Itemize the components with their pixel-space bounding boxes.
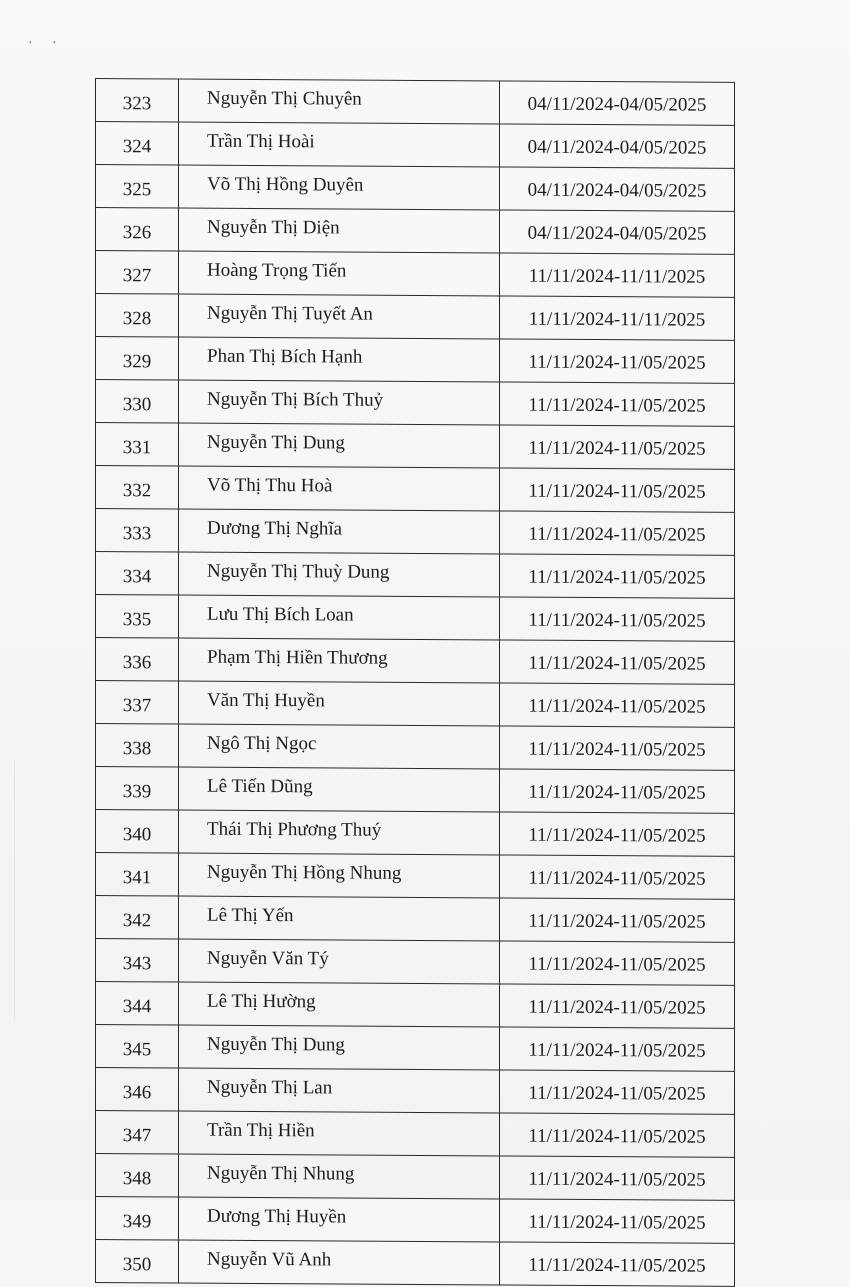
table-row bbox=[96, 509, 735, 556]
period-cell: 11/11/2024-11/05/2025 bbox=[500, 769, 735, 813]
period-cell: 11/11/2024-11/05/2025 bbox=[500, 554, 735, 598]
full-name-cell: Thái Thị Phương Thuý bbox=[179, 810, 500, 855]
full-name-cell: Nguyễn Thị Chuyên bbox=[179, 79, 500, 124]
full-name-cell: Nguyễn Văn Tý bbox=[179, 939, 500, 984]
period-cell: 11/11/2024-11/05/2025 bbox=[500, 984, 735, 1028]
full-name-cell: Phạm Thị Hiền Thương bbox=[179, 638, 500, 683]
row-number-cell: 325 bbox=[96, 165, 179, 209]
full-name-cell: Nguyễn Thị Nhung bbox=[179, 1154, 500, 1199]
row-number-cell: 338 bbox=[96, 724, 179, 768]
full-name-cell: Lê Thị Hường bbox=[179, 982, 500, 1027]
row-number-cell: 337 bbox=[96, 681, 179, 725]
full-name-cell: Trần Thị Hiền bbox=[179, 1111, 500, 1156]
full-name-cell: Phan Thị Bích Hạnh bbox=[179, 337, 500, 382]
table-row bbox=[96, 337, 735, 384]
period-cell: 11/11/2024-11/05/2025 bbox=[500, 1113, 735, 1157]
table-row bbox=[96, 1111, 735, 1158]
full-name-cell: Nguyễn Thị Lan bbox=[179, 1068, 500, 1113]
period-cell: 04/11/2024-04/05/2025 bbox=[500, 124, 735, 168]
row-number-cell: 324 bbox=[96, 122, 179, 166]
table-row bbox=[96, 853, 735, 900]
row-number-cell: 323 bbox=[96, 79, 179, 123]
table-row bbox=[96, 423, 735, 470]
row-number-cell: 348 bbox=[96, 1154, 179, 1198]
row-number-cell: 330 bbox=[96, 380, 179, 424]
row-number-cell: 344 bbox=[96, 982, 179, 1026]
full-name-cell: Nguyễn Thị Dung bbox=[179, 1025, 500, 1070]
table-row bbox=[96, 767, 735, 814]
full-name-cell: Hoàng Trọng Tiến bbox=[179, 251, 500, 296]
full-name-cell: Ngô Thị Ngọc bbox=[179, 724, 500, 769]
table-row bbox=[96, 552, 735, 599]
row-number-cell: 331 bbox=[96, 423, 179, 467]
period-cell: 11/11/2024-11/05/2025 bbox=[500, 855, 735, 899]
staff-period-table bbox=[95, 78, 735, 1287]
full-name-cell: Văn Thị Huyền bbox=[179, 681, 500, 726]
row-number-cell: 335 bbox=[96, 595, 179, 639]
table-row bbox=[96, 122, 735, 169]
period-cell: 11/11/2024-11/05/2025 bbox=[500, 1199, 735, 1243]
scan-margin-shadow bbox=[14, 760, 15, 1020]
row-number-cell: 346 bbox=[96, 1068, 179, 1112]
period-cell: 11/11/2024-11/05/2025 bbox=[500, 898, 735, 942]
row-number-cell: 341 bbox=[96, 853, 179, 897]
full-name-cell: Nguyễn Thị Diện bbox=[179, 208, 500, 253]
row-number-cell: 340 bbox=[96, 810, 179, 854]
row-number-cell: 336 bbox=[96, 638, 179, 682]
full-name-cell: Võ Thị Thu Hoà bbox=[179, 466, 500, 511]
table-row bbox=[96, 982, 735, 1029]
period-cell: 11/11/2024-11/05/2025 bbox=[500, 812, 735, 856]
period-cell: 11/11/2024-11/11/2025 bbox=[500, 253, 735, 297]
row-number-cell: 342 bbox=[96, 896, 179, 940]
full-name-cell: Nguyễn Thị Thuỳ Dung bbox=[179, 552, 500, 597]
table-row bbox=[96, 208, 735, 255]
table-row bbox=[96, 251, 735, 298]
period-cell: 11/11/2024-11/05/2025 bbox=[500, 425, 735, 469]
period-cell: 11/11/2024-11/05/2025 bbox=[500, 511, 735, 555]
table-row bbox=[96, 380, 735, 427]
table-row bbox=[96, 638, 735, 685]
table-row bbox=[96, 165, 735, 212]
full-name-cell: Nguyễn Thị Hồng Nhung bbox=[179, 853, 500, 898]
table-row bbox=[96, 724, 735, 771]
period-cell: 04/11/2024-04/05/2025 bbox=[500, 167, 735, 211]
row-number-cell: 334 bbox=[96, 552, 179, 596]
table-row bbox=[96, 939, 735, 986]
row-number-cell: 328 bbox=[96, 294, 179, 338]
full-name-cell: Nguyễn Thị Bích Thuỷ bbox=[179, 380, 500, 425]
full-name-cell: Nguyễn Vũ Anh bbox=[179, 1240, 500, 1285]
period-cell: 11/11/2024-11/05/2025 bbox=[500, 1027, 735, 1071]
table-row bbox=[96, 595, 735, 642]
period-cell: 11/11/2024-11/05/2025 bbox=[500, 1242, 735, 1286]
period-cell: 11/11/2024-11/05/2025 bbox=[500, 683, 735, 727]
table-row bbox=[96, 681, 735, 728]
scan-speck-marks: · · bbox=[28, 36, 65, 51]
table-body bbox=[96, 79, 735, 1287]
full-name-cell: Dương Thị Nghĩa bbox=[179, 509, 500, 554]
row-number-cell: 350 bbox=[96, 1240, 179, 1284]
period-cell: 11/11/2024-11/11/2025 bbox=[500, 296, 735, 340]
period-cell: 11/11/2024-11/05/2025 bbox=[500, 468, 735, 512]
full-name-cell: Lưu Thị Bích Loan bbox=[179, 595, 500, 640]
period-cell: 11/11/2024-11/05/2025 bbox=[500, 1070, 735, 1114]
table-row bbox=[96, 1197, 735, 1244]
period-cell: 11/11/2024-11/05/2025 bbox=[500, 726, 735, 770]
row-number-cell: 326 bbox=[96, 208, 179, 252]
table-row bbox=[96, 79, 735, 126]
full-name-cell: Trần Thị Hoài bbox=[179, 122, 500, 167]
row-number-cell: 329 bbox=[96, 337, 179, 381]
row-number-cell: 332 bbox=[96, 466, 179, 510]
period-cell: 11/11/2024-11/05/2025 bbox=[500, 640, 735, 684]
row-number-cell: 345 bbox=[96, 1025, 179, 1069]
period-cell: 04/11/2024-04/05/2025 bbox=[500, 210, 735, 254]
row-number-cell: 349 bbox=[96, 1197, 179, 1241]
full-name-cell: Lê Thị Yến bbox=[179, 896, 500, 941]
table-row bbox=[96, 1068, 735, 1115]
period-cell: 11/11/2024-11/05/2025 bbox=[500, 382, 735, 426]
period-cell: 11/11/2024-11/05/2025 bbox=[500, 339, 735, 383]
table-row bbox=[96, 1154, 735, 1201]
row-number-cell: 333 bbox=[96, 509, 179, 553]
table-row bbox=[96, 810, 735, 857]
row-number-cell: 327 bbox=[96, 251, 179, 295]
row-number-cell: 339 bbox=[96, 767, 179, 811]
table-row bbox=[96, 1025, 735, 1072]
period-cell: 11/11/2024-11/05/2025 bbox=[500, 941, 735, 985]
period-cell: 11/11/2024-11/05/2025 bbox=[500, 1156, 735, 1200]
row-number-cell: 347 bbox=[96, 1111, 179, 1155]
table-row bbox=[96, 896, 735, 943]
table-row bbox=[96, 466, 735, 513]
table-row bbox=[96, 1240, 735, 1287]
full-name-cell: Nguyễn Thị Dung bbox=[179, 423, 500, 468]
row-number-cell: 343 bbox=[96, 939, 179, 983]
table-row bbox=[96, 294, 735, 341]
full-name-cell: Dương Thị Huyền bbox=[179, 1197, 500, 1242]
period-cell: 11/11/2024-11/05/2025 bbox=[500, 597, 735, 641]
full-name-cell: Nguyễn Thị Tuyết An bbox=[179, 294, 500, 339]
full-name-cell: Lê Tiến Dũng bbox=[179, 767, 500, 812]
period-cell: 04/11/2024-04/05/2025 bbox=[500, 81, 735, 125]
full-name-cell: Võ Thị Hồng Duyên bbox=[179, 165, 500, 210]
